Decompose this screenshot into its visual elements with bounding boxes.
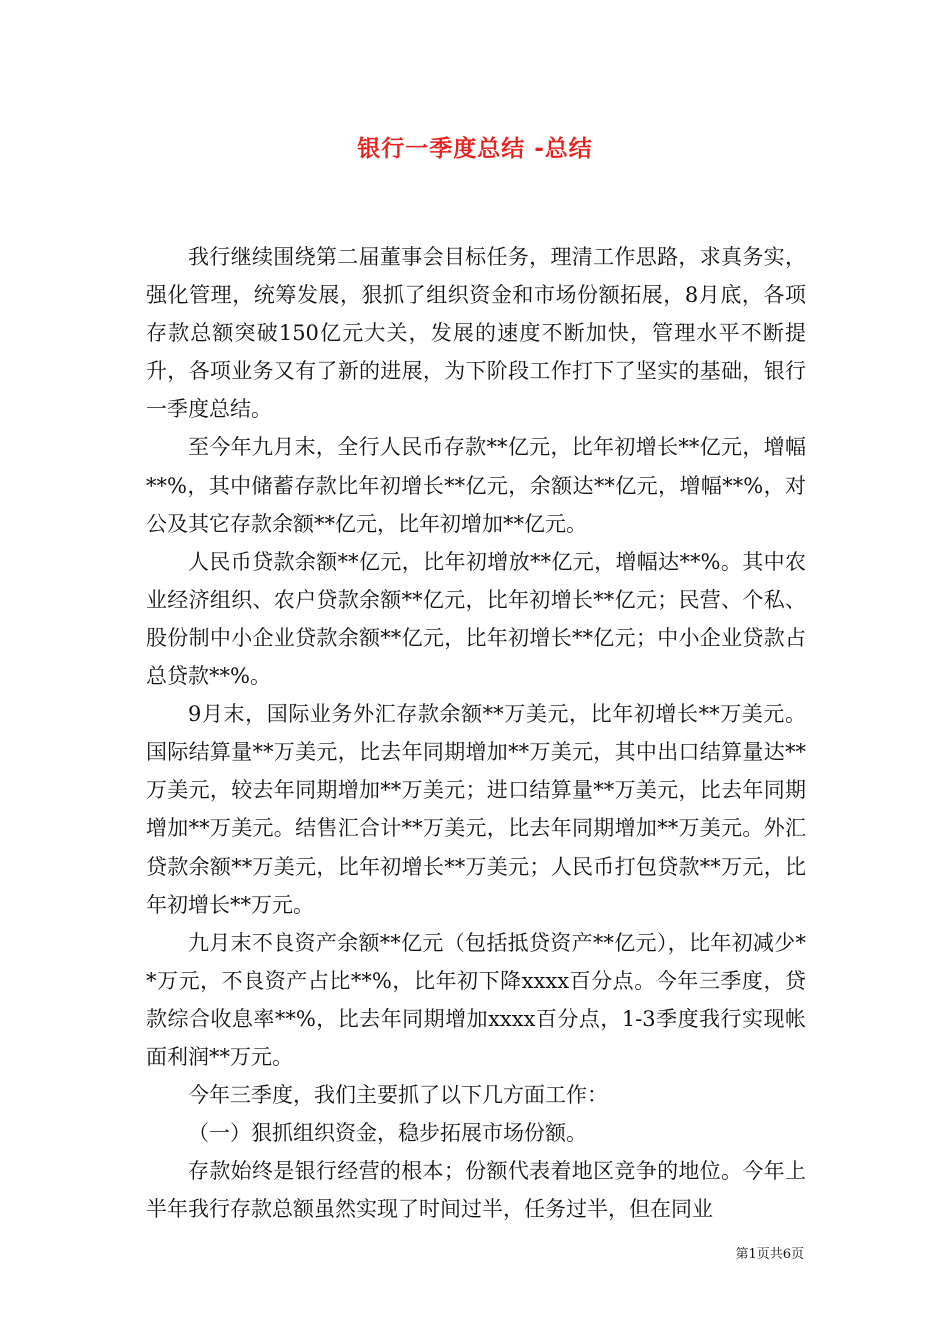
document-title: 银行一季度总结 -总结	[357, 136, 593, 162]
document-body	[146, 238, 806, 1228]
paragraph-deposits: 至今年九月末，全行人民币存款**亿元，比年初增长**亿元，增幅**%，其中储蓄存款比年初增长**亿元，余额达**亿元，增幅**%，对公及其它存款余额**亿元，比年初增加**亿元。	[146, 435, 806, 536]
paragraph-deposit-basis: 存款始终是银行经营的根本；份额代表着地区竞争的地位。今年上半年我行存款总额虽然实现了时间过半，任务过半，但在同业	[146, 1159, 806, 1222]
section-heading-1: （一）狠抓组织资金，稳步拓展市场份额。	[188, 1121, 587, 1146]
paragraph-intro: 我行继续围绕第二届董事会目标任务，理清工作思路，求真务实，强化管理，统筹发展，狠抓了组织资金和市场份额拓展，8月底，各项存款总额突破150亿元大关，发展的速度不断加快，管理水平不断提升，各项业务又有了新的进展，为下阶段工作打下了坚实的基础，银行一季度总结。	[146, 245, 806, 422]
paragraph-loans: 人民币贷款余额**亿元，比年初增放**亿元，增幅达**%。其中农业经济组织、农户贷款余额**亿元，比年初增长**亿元；民营、个私、股份制中小企业贷款余额**亿元，比年初增长**亿元；中小企业贷款占总贷款**%。	[146, 549, 806, 689]
page-footer: 第1页共6页	[735, 1247, 804, 1262]
paragraph-work-intro: 今年三季度，我们主要抓了以下几方面工作：	[188, 1083, 608, 1108]
paragraph-international: 9月末，国际业务外汇存款余额**万美元，比年初增长**万美元。国际结算量**万美元，比去年同期增加**万美元，其中出口结算量达**万美元，较去年同期增加**万美元；进口结算量**万美元，比去年同期增加**万美元。结售汇合计**万美元，比去年同期增加**万美元。外汇贷款余额**万美元，比年初增长**万美元；人民币打包贷款**万元，比年初增长**万元。	[146, 702, 806, 917]
paragraph-nonperforming: 九月末不良资产余额**亿元（包括抵贷资产**亿元），比年初减少**万元，不良资产占比**%，比年初下降xxxx百分点。今年三季度，贷款综合收息率**%，比去年同期增加xxxx百分点，1-3季度我行实现帐面利润**万元。	[146, 930, 806, 1069]
